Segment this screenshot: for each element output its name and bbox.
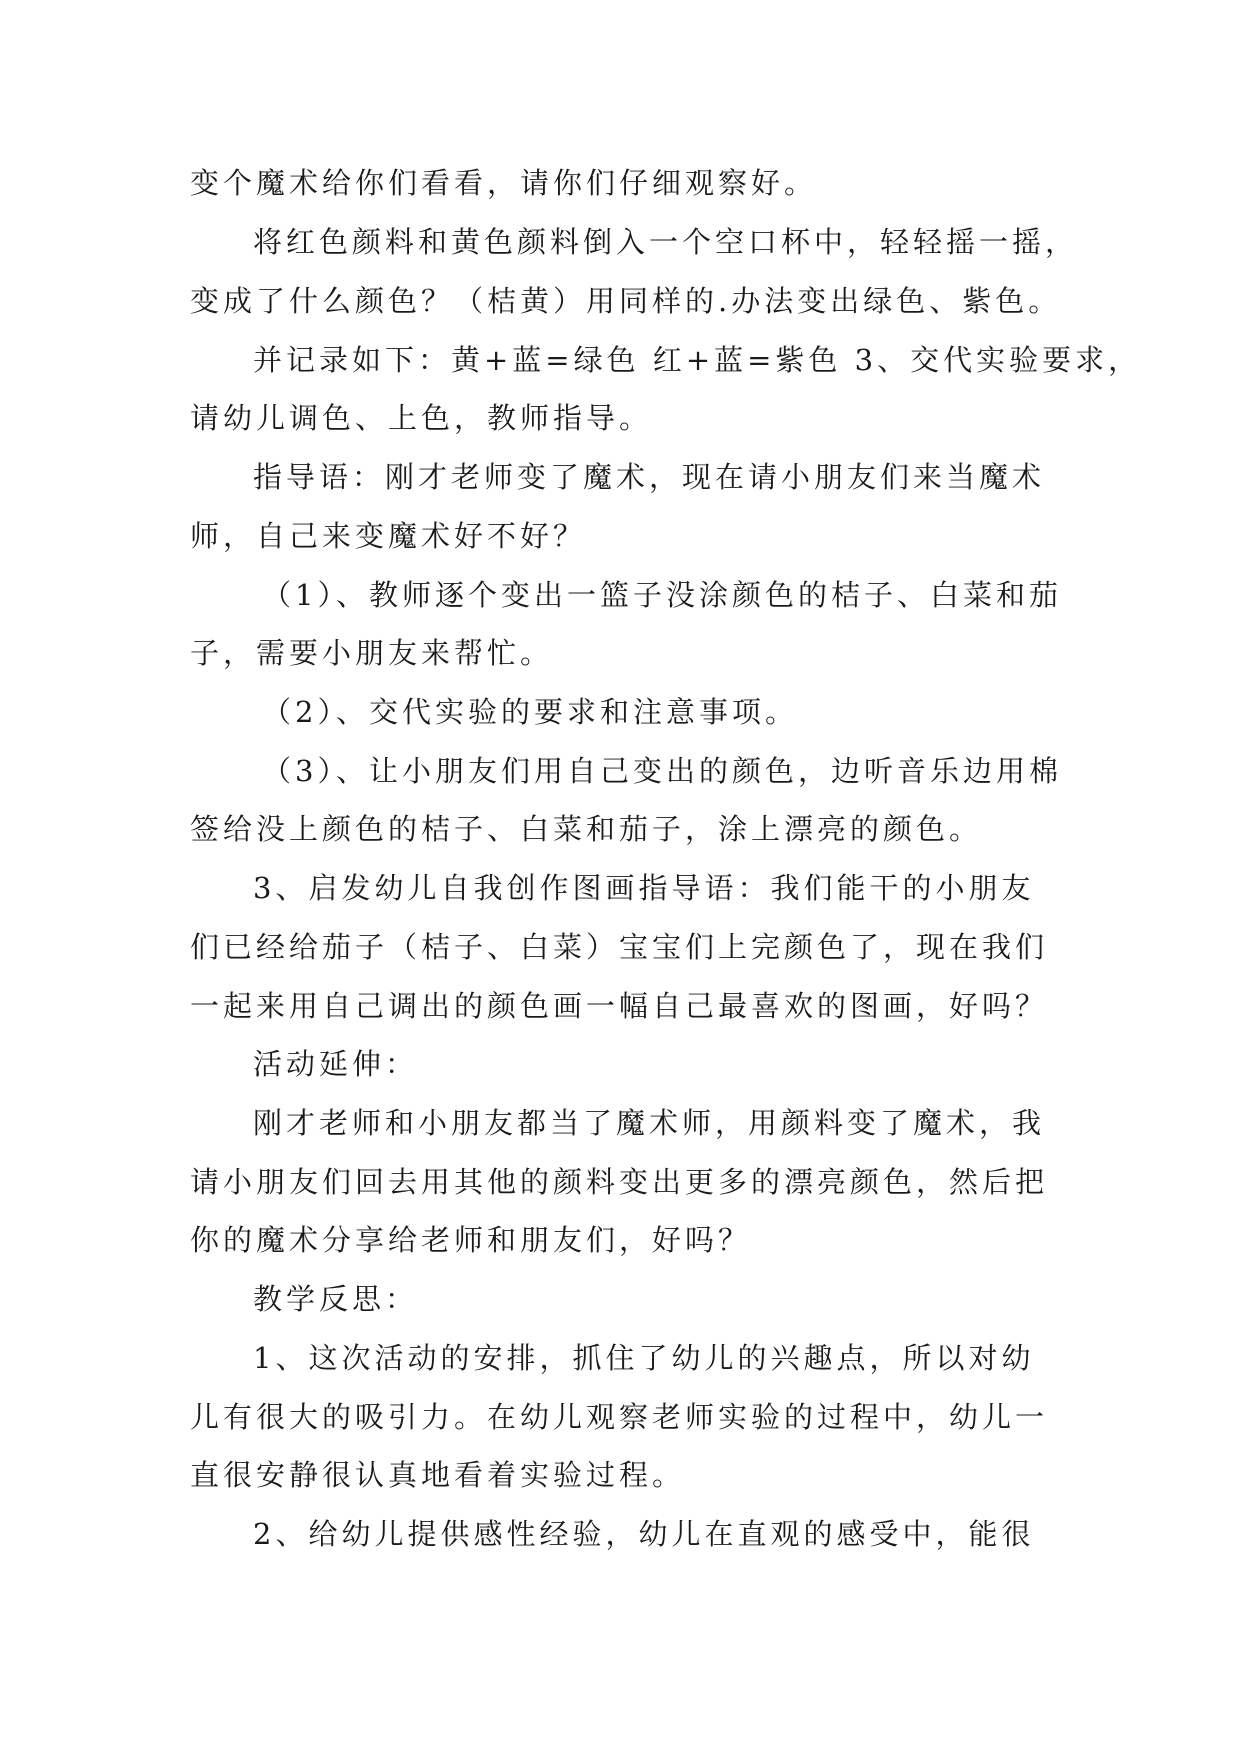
text-line: 刚才老师和小朋友都当了魔术师，用颜料变了魔术，我 [253, 1106, 1046, 1140]
text-line: 们已经给茄子（桔子、白菜）宝宝们上完颜色了，现在我们 [190, 930, 1049, 964]
section-heading: 活动延伸： [253, 1047, 419, 1081]
section-heading: 教学反思： [253, 1282, 419, 1316]
text-line: 一起来用自己调出的颜色画一幅自己最喜欢的图画，好吗？ [190, 989, 1049, 1023]
text-line: 直很安静很认真地看着实验过程。 [190, 1458, 686, 1492]
text-line: 子，需要小朋友来帮忙。 [190, 636, 554, 670]
text-line: 3、启发幼儿自我创作图画指导语：我们能干的小朋友 [253, 871, 1035, 905]
text-line: （2）、交代实验的要求和注意事项。 [262, 695, 798, 729]
text-line: 你的魔术分享给老师和朋友们，好吗？ [190, 1223, 752, 1257]
text-line: 将红色颜料和黄色颜料倒入一个空口杯中，轻轻摇一摇， [253, 225, 1079, 259]
text-line: 1、这次活动的安排，抓住了幼儿的兴趣点，所以对幼 [253, 1341, 1035, 1375]
text-line: （1）、教师逐个变出一篮子没涂颜色的桔子、白菜和茄 [262, 578, 1062, 612]
text-line: 签给没上颜色的桔子、白菜和茄子，涂上漂亮的颜色。 [190, 812, 983, 846]
text-line: 2、给幼儿提供感性经验，幼儿在直观的感受中，能很 [253, 1517, 1035, 1551]
text-line: 并记录如下：黄+蓝=绿色 红+蓝=紫色 3、交代实验要求， [253, 343, 1142, 377]
text-line: 请幼儿调色、上色，教师指导。 [190, 401, 653, 435]
text-line: 变个魔术给你们看看，请你们仔细观察好。 [190, 166, 818, 200]
text-line: （3）、让小朋友们用自己变出的颜色，边听音乐边用棉 [262, 754, 1062, 788]
text-line: 变成了什么颜色？（桔黄）用同样的.办法变出绿色、紫色。 [190, 284, 1062, 318]
text-line: 指导语：刚才老师变了魔术，现在请小朋友们来当魔术 [253, 460, 1046, 494]
text-line: 师，自己来变魔术好不好？ [190, 519, 587, 553]
text-line: 请小朋友们回去用其他的颜料变出更多的漂亮颜色，然后把 [190, 1165, 1049, 1199]
text-line: 儿有很大的吸引力。在幼儿观察老师实验的过程中，幼儿一 [190, 1400, 1049, 1434]
